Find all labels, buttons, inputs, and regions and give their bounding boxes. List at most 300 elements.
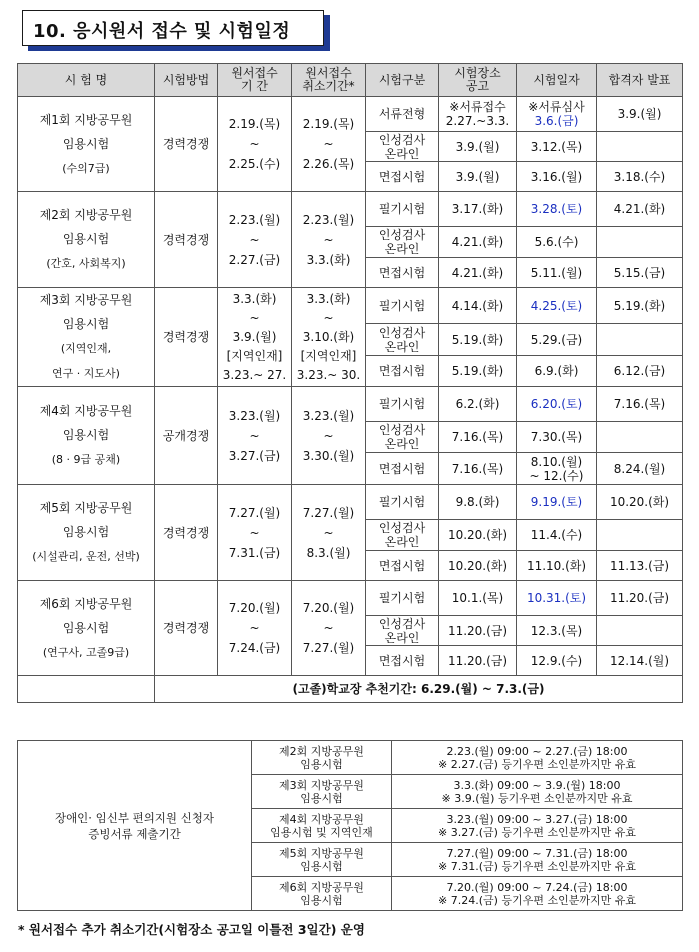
- cell-line: ~: [249, 232, 260, 247]
- cell-line: ※ 2.27.(금) 등기우편 소인분까지만 유효: [438, 757, 636, 771]
- cell-line: ※서류접수: [449, 100, 506, 114]
- cell-line: 7.27.(월): [302, 505, 355, 520]
- cell-line: 2.23.(월): [302, 212, 355, 227]
- exam-name: [18, 192, 155, 288]
- exam-type: [366, 258, 439, 288]
- exam-date: [517, 520, 597, 551]
- header-row: [18, 64, 683, 97]
- cell-text: 필기시험: [378, 591, 426, 605]
- cell-line: 2.19.(목): [228, 117, 281, 131]
- cell-line: 제5회 지방공무원: [279, 846, 364, 860]
- cell-line: ~: [323, 525, 334, 540]
- cell-text: 면접시험: [378, 461, 426, 476]
- cell-text: 9.19.(토): [530, 495, 583, 509]
- cell-line: 3.3.(화): [306, 291, 351, 306]
- exam-date: [517, 453, 597, 485]
- application-period: [218, 97, 292, 192]
- cell-text: 5.19.(화): [451, 332, 504, 347]
- exam-method: [155, 97, 218, 192]
- cell-text: 8.24.(월): [613, 461, 666, 476]
- cell-text: 11.20.(금): [447, 653, 508, 668]
- cell-line: 온라인: [384, 535, 420, 549]
- cell-text: 3.9.(월): [455, 169, 500, 184]
- venue-notice-date: [439, 387, 517, 422]
- exam-name-sub: (연구사, 고졸9급): [42, 645, 130, 659]
- cell-line: ~ 12.(수): [529, 468, 584, 483]
- venue-notice-date: [439, 356, 517, 387]
- exam-name-line: 제1회 지방공무원: [39, 112, 133, 127]
- cell-line: 임용시험: [300, 893, 343, 907]
- cell-text: 서류전형: [378, 107, 426, 121]
- exam-date: [517, 162, 597, 192]
- exam-date: [517, 288, 597, 324]
- header-cancel-period: [292, 64, 366, 97]
- exam-date: [517, 356, 597, 387]
- cell-line: 7.20.(월): [228, 601, 281, 615]
- cell-text: 면접시험: [378, 558, 426, 573]
- cell-line: ※서류심사: [528, 100, 585, 114]
- school-recommend-period: [155, 676, 683, 703]
- exam-date: [517, 387, 597, 422]
- cell-text: 11.4.(수): [530, 528, 583, 542]
- cell-text: 5.15.(금): [613, 265, 666, 280]
- cell-line: 제6회 지방공무원: [279, 880, 364, 894]
- header-application-period: [218, 64, 292, 97]
- cell-line: 7.27.(월) 09:00 ~ 7.31.(금) 18:00: [446, 846, 628, 860]
- exam-name: [18, 485, 155, 581]
- cell-line: 3.10.(화): [302, 329, 355, 344]
- exam-name-line: 제3회 지방공무원: [39, 293, 133, 307]
- cell-line: ~: [323, 232, 334, 247]
- cell-text: 10.31.(토): [526, 591, 587, 605]
- cell-line: ※ 3.9.(월) 등기우편 소인분까지만 유효: [441, 791, 633, 805]
- venue-notice-date: [439, 581, 517, 616]
- cell-line: 3.23.~ 27.: [222, 367, 287, 382]
- cancel-period: [292, 288, 366, 387]
- cell-text: 10.1.(목): [451, 591, 504, 605]
- cell-line: 임용시험: [300, 757, 343, 771]
- cell-text: 면접시험: [378, 364, 426, 379]
- cell-line: 3.23.(월) 09:00 ~ 3.27.(금) 18:00: [446, 812, 628, 826]
- cell-text: 면접시험: [378, 653, 426, 668]
- exam-date: [517, 616, 597, 646]
- cell-line: ~: [249, 525, 260, 540]
- exam-date: [517, 227, 597, 258]
- cell-text: 4.14.(화): [451, 298, 504, 313]
- cell-line: 2.19.(목): [302, 117, 355, 131]
- cell-text: 면접시험: [378, 169, 426, 184]
- table-row: [18, 387, 683, 422]
- cell-line: ~: [249, 428, 260, 443]
- cell-text: 12.9.(수): [530, 653, 583, 668]
- exam-type: [366, 97, 439, 132]
- accommodation-period: [392, 877, 683, 911]
- cell-text: 공개경쟁: [162, 428, 210, 443]
- cell-line: 2.23.(월): [228, 212, 281, 227]
- exam-name: [18, 581, 155, 676]
- exam-name-sub: (수의7급): [62, 161, 110, 175]
- cancel-period: [292, 387, 366, 485]
- cell-line: ~: [323, 310, 334, 325]
- venue-notice-date: [439, 227, 517, 258]
- accommodation-row: [18, 741, 683, 775]
- exam-type: [366, 520, 439, 551]
- venue-notice-date: [439, 97, 517, 132]
- cell-line: 온라인: [384, 242, 420, 256]
- cell-text: 필기시험: [378, 495, 426, 509]
- cell-text: 경력경쟁: [162, 525, 210, 540]
- result-date: [597, 422, 683, 453]
- cell-line: ※ 7.31.(금) 등기우편 소인분까지만 유효: [438, 859, 636, 873]
- exam-name-line: 임용시험: [62, 525, 110, 539]
- cancel-period: [292, 97, 366, 192]
- cell-line: 7.20.(월) 09:00 ~ 7.24.(금) 18:00: [446, 880, 628, 894]
- cell-line: 7.24.(금): [228, 641, 281, 655]
- table-row: [18, 97, 683, 132]
- cell-line: 공고: [465, 79, 490, 93]
- cell-line: 증빙서류 제출기간: [88, 826, 181, 841]
- cell-line: 인성검사: [378, 228, 426, 242]
- exam-type: [366, 485, 439, 520]
- cell-text: 5.29.(금): [530, 332, 583, 347]
- result-date: [597, 258, 683, 288]
- exam-method: [155, 192, 218, 288]
- cell-line: 인성검사: [378, 423, 426, 437]
- cell-line: 제4회 지방공무원: [279, 812, 364, 826]
- venue-notice-date: [439, 324, 517, 356]
- cell-line: 임용시험: [300, 791, 343, 805]
- header-exam-date: [517, 64, 597, 97]
- exam-date: [517, 581, 597, 616]
- cell-line: 3.3.(화): [306, 252, 351, 267]
- exam-name-line: 제6회 지방공무원: [39, 596, 133, 611]
- cell-text: 시 험 명: [64, 72, 108, 87]
- venue-notice-date: [439, 646, 517, 676]
- cell-line: 온라인: [384, 630, 420, 645]
- cell-text: 11.10.(화): [526, 558, 587, 573]
- exam-type: [366, 581, 439, 616]
- accommodation-period: [392, 809, 683, 843]
- accommodation-exam: [252, 843, 392, 877]
- cell-line: 인성검사: [378, 132, 426, 147]
- exam-type: [366, 616, 439, 646]
- cell-text: 7.16.(목): [613, 397, 666, 411]
- cell-text: 경력경쟁: [162, 621, 210, 635]
- cell-line: 원서접수: [305, 66, 352, 80]
- cell-line: 3.23.(월): [228, 408, 281, 423]
- exam-schedule-table: [17, 63, 683, 703]
- venue-notice-date: [439, 422, 517, 453]
- venue-notice-date: [439, 520, 517, 551]
- cell-text: 10.20.(화): [609, 495, 670, 509]
- cell-line: 2.27.(금): [228, 252, 281, 267]
- accommodation-exam: [252, 809, 392, 843]
- result-date: [597, 132, 683, 162]
- exam-type: [366, 387, 439, 422]
- cell-line: ~: [323, 621, 334, 635]
- result-date: [597, 581, 683, 616]
- application-period: [218, 581, 292, 676]
- cell-text: 10.20.(화): [447, 558, 508, 573]
- exam-date: [517, 258, 597, 288]
- exam-date: [517, 551, 597, 581]
- cell-line: ※ 7.24.(금) 등기우편 소인분까지만 유효: [438, 893, 636, 907]
- cell-line: ~: [249, 310, 260, 325]
- header-result-date: [597, 64, 683, 97]
- result-date: [597, 453, 683, 485]
- cell-text: 7.30.(목): [530, 430, 583, 444]
- cell-line: 2.25.(수): [228, 157, 281, 171]
- cell-line: 7.20.(월): [302, 601, 355, 615]
- cell-text: 경력경쟁: [162, 137, 210, 151]
- cell-line: [지역인재]: [226, 348, 283, 363]
- header-exam-name: [18, 64, 155, 97]
- exam-name-line: 임용시험: [62, 428, 110, 442]
- exam-type: [366, 162, 439, 192]
- cell-text: 필기시험: [378, 397, 426, 411]
- result-date: [597, 646, 683, 676]
- venue-notice-date: [439, 162, 517, 192]
- exam-name-sub: (시설관리, 운전, 선박): [32, 550, 140, 563]
- exam-type: [366, 356, 439, 387]
- table-row: [18, 288, 683, 324]
- venue-notice-date: [439, 132, 517, 162]
- cell-line: 7.31.(금): [228, 545, 281, 560]
- cell-line: ※ 3.27.(금) 등기우편 소인분까지만 유효: [438, 825, 636, 839]
- cell-text: 3.9.(월): [455, 139, 500, 154]
- accommodation-exam: [252, 877, 392, 911]
- cell-text: 시험구분: [378, 72, 426, 87]
- cell-line: 제2회 지방공무원: [279, 744, 364, 758]
- cell-text: 10.20.(화): [447, 528, 508, 542]
- cell-line: 인성검사: [378, 325, 426, 340]
- cancel-period: [292, 581, 366, 676]
- exam-type: [366, 453, 439, 485]
- exam-date: [517, 485, 597, 520]
- cell-line: 8.10.(월): [530, 454, 583, 469]
- table-row: [18, 581, 683, 616]
- application-period: [218, 485, 292, 581]
- exam-type: [366, 227, 439, 258]
- cell-line: 온라인: [384, 146, 420, 161]
- cell-line: 3.30.(월): [302, 448, 355, 463]
- exam-name: [18, 97, 155, 192]
- accommodation-exam: [252, 741, 392, 775]
- header-venue-notice: [439, 64, 517, 97]
- header-method: [155, 64, 218, 97]
- table-row: [18, 485, 683, 520]
- cell-line: 2.23.(월) 09:00 ~ 2.27.(금) 18:00: [446, 744, 628, 758]
- result-date: [597, 97, 683, 132]
- result-date: [597, 387, 683, 422]
- cell-text: 4.25.(토): [530, 298, 583, 313]
- exam-date: [517, 422, 597, 453]
- cell-line: 인성검사: [378, 521, 426, 535]
- accommodation-exam: [252, 775, 392, 809]
- cell-line: 취소기간*: [302, 79, 355, 93]
- cell-text: 11.20.(금): [447, 623, 508, 638]
- cell-text: 3.28.(토): [530, 202, 583, 216]
- exam-name: [18, 288, 155, 387]
- cell-text: 시험방법: [162, 72, 210, 87]
- exam-type: [366, 551, 439, 581]
- cell-text: 5.19.(화): [451, 364, 504, 379]
- exam-type: [366, 192, 439, 227]
- cell-text: 6.12.(금): [613, 364, 666, 379]
- venue-notice-date: [439, 192, 517, 227]
- cell-line: 7.27.(월): [228, 505, 281, 520]
- cell-text: 4.21.(화): [451, 235, 504, 249]
- exam-type: [366, 646, 439, 676]
- result-date: [597, 520, 683, 551]
- result-date: [597, 551, 683, 581]
- exam-name-line: 제4회 지방공무원: [39, 404, 133, 418]
- cell-text: 5.6.(수): [534, 235, 579, 249]
- cell-line: 장애인· 임신부 편의지원 신청자: [54, 810, 215, 825]
- cell-text: (고졸)학교장 추천기간: 6.29.(월) ~ 7.3.(금): [292, 682, 545, 696]
- cell-line: 기 간: [241, 79, 268, 93]
- cell-text: 경력경쟁: [162, 232, 210, 247]
- accommodation-label: [18, 741, 252, 911]
- venue-notice-date: [439, 288, 517, 324]
- cell-line: ~: [323, 137, 334, 151]
- application-period: [218, 387, 292, 485]
- cell-text: 6.2.(화): [455, 397, 500, 411]
- exam-type: [366, 422, 439, 453]
- cell-line: 임용시험: [300, 859, 343, 873]
- cell-text: 9.8.(화): [455, 495, 500, 509]
- cell-text: 11.20.(금): [609, 591, 670, 605]
- venue-notice-date: [439, 551, 517, 581]
- exam-date: [517, 132, 597, 162]
- cell-text: 3.17.(화): [451, 202, 504, 216]
- cell-text: 경력경쟁: [162, 330, 210, 344]
- exam-method: [155, 387, 218, 485]
- cell-line: ~: [323, 428, 334, 443]
- exam-name-line: 임용시험: [62, 232, 110, 246]
- result-date: [597, 288, 683, 324]
- exam-type: [366, 132, 439, 162]
- exam-name: [18, 387, 155, 485]
- cell-line: 제3회 지방공무원: [279, 778, 364, 792]
- accommodation-table: [17, 740, 683, 911]
- cell-line: 3.3.(화): [232, 291, 277, 306]
- cell-line: ~: [249, 137, 260, 151]
- footnote: * 원서접수 추가 취소기간(시험장소 공고일 이틀전 3일간) 운영: [18, 922, 365, 937]
- cell-line: 온라인: [384, 437, 420, 451]
- cell-text: 4.21.(화): [451, 265, 504, 280]
- exam-name-line: 제2회 지방공무원: [39, 208, 133, 222]
- exam-date: [517, 192, 597, 227]
- cell-line: 3.9.(월): [232, 329, 277, 344]
- exam-name-sub: (지역인재,: [60, 342, 112, 355]
- exam-method: [155, 288, 218, 387]
- accommodation-period: [392, 775, 683, 809]
- cell-text: 3.9.(월): [617, 107, 662, 121]
- exam-name-sub: 연구 · 지도사): [52, 367, 120, 380]
- exam-name-sub: (간호, 사회복지): [46, 257, 126, 270]
- cell-text: 3.12.(목): [530, 139, 583, 154]
- cell-text: 합격자 발표: [608, 72, 671, 87]
- result-date: [597, 485, 683, 520]
- result-date: [597, 324, 683, 356]
- cell-text: 3.16.(월): [530, 169, 583, 184]
- exam-method: [155, 485, 218, 581]
- exam-type: [366, 288, 439, 324]
- cell-line: 3.27.(금): [228, 448, 281, 463]
- exam-date: [517, 646, 597, 676]
- header-exam-type: [366, 64, 439, 97]
- cell-line: 3.3.(화) 09:00 ~ 3.9.(월) 18:00: [453, 778, 621, 792]
- exam-name-line: 임용시험: [62, 136, 110, 151]
- venue-notice-date: [439, 453, 517, 485]
- cell-line: 2.27.~3.3.: [445, 114, 510, 128]
- application-period: [218, 192, 292, 288]
- cell-text: 5.19.(화): [613, 298, 666, 313]
- cell-text: 시험일자: [533, 72, 580, 87]
- cell-text: 필기시험: [378, 202, 426, 216]
- cell-text: 12.3.(목): [530, 623, 583, 638]
- cell-line: 7.27.(월): [302, 641, 355, 655]
- page-title: 10. 응시원서 접수 및 시험일정: [33, 21, 291, 42]
- cell-line: 2.26.(목): [302, 157, 355, 171]
- exam-name-line: 임용시험: [62, 620, 110, 635]
- cell-line: 시험장소: [454, 66, 501, 80]
- venue-notice-date: [439, 258, 517, 288]
- result-date: [597, 227, 683, 258]
- cell-line: 온라인: [384, 339, 420, 354]
- exam-name-line: 제5회 지방공무원: [39, 501, 133, 515]
- result-date: [597, 162, 683, 192]
- cell-text: 6.20.(토): [530, 397, 583, 411]
- result-date: [597, 616, 683, 646]
- exam-date: [517, 97, 597, 132]
- table-row: [18, 192, 683, 227]
- blank-cell: [18, 676, 155, 703]
- cell-text: 6.9.(화): [534, 364, 579, 379]
- cancel-period: [292, 485, 366, 581]
- cell-text: 필기시험: [378, 298, 426, 313]
- cell-line: 8.3.(월): [306, 545, 351, 560]
- cell-text: 11.13.(금): [609, 558, 670, 573]
- exam-name-line: 임용시험: [62, 317, 110, 331]
- section-title-box: [22, 10, 324, 46]
- exam-name-sub: (8 · 9급 공채): [51, 453, 121, 466]
- result-date: [597, 192, 683, 227]
- cell-text: 7.16.(목): [451, 461, 504, 476]
- cell-text: 4.21.(화): [613, 202, 666, 216]
- cell-text: 3.18.(수): [613, 169, 666, 184]
- exam-type: [366, 324, 439, 356]
- cell-text: 5.11.(월): [530, 265, 583, 280]
- cell-line: 3.6.(금): [534, 114, 579, 128]
- accommodation-period: [392, 843, 683, 877]
- cancel-period: [292, 192, 366, 288]
- cell-line: 임용시험 및 지역인재: [270, 825, 373, 839]
- exam-method: [155, 581, 218, 676]
- cell-line: [지역인재]: [300, 348, 357, 363]
- exam-date: [517, 324, 597, 356]
- venue-notice-date: [439, 616, 517, 646]
- venue-notice-date: [439, 485, 517, 520]
- application-period: [218, 288, 292, 387]
- cell-text: 면접시험: [378, 265, 426, 280]
- cell-text: 12.14.(월): [609, 653, 670, 668]
- cell-line: 3.23.(월): [302, 408, 355, 423]
- cell-line: 3.23.~ 30.: [296, 367, 361, 382]
- cell-line: ~: [249, 621, 260, 635]
- result-date: [597, 356, 683, 387]
